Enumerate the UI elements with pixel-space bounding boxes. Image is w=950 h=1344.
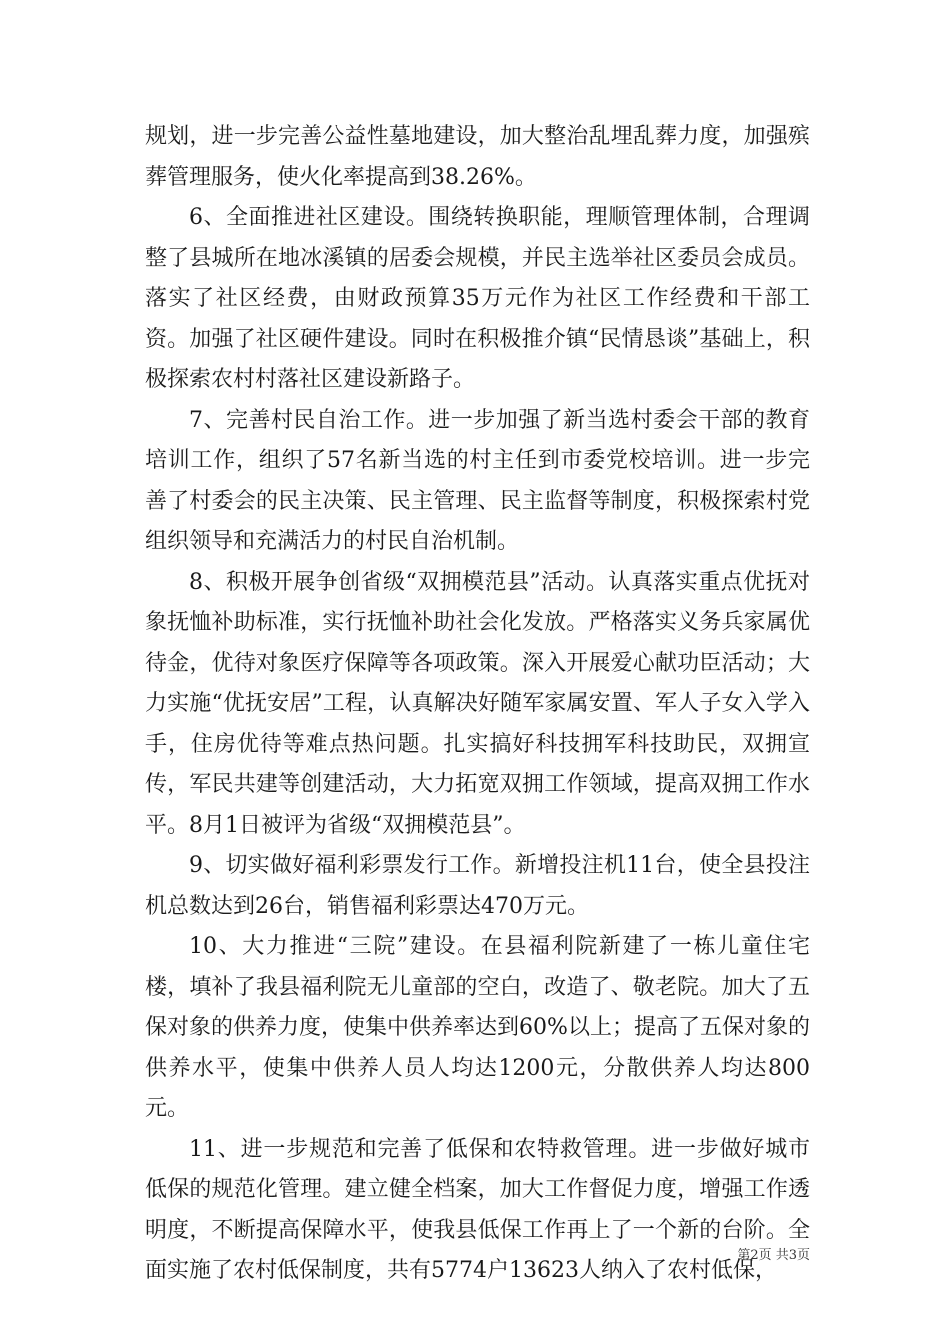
paragraph-item-7: 7、完善村民自治工作。进一步加强了新当选村委会干部的教育培训工作，组织了57名新当选的村主任到市委党校培训。进一步完善了村委会的民主决策、民主管理、民主监督等制度，积极探索村党组织领导和充满活力的村民自治机制。 (145, 407, 810, 554)
document-page (145, 117, 810, 1292)
paragraph-item-8: 8、积极开展争创省级“双拥模范县”活动。认真落实重点优抚对象抚恤补助标准，实行抚恤补助社会化发放。严格落实义务兵家属优待金，优待对象医疗保障等各项政策。深入开展爱心献功臣活动；大力实施“优抚安居”工程，认真解决好随军家属安置、军人子女入学入手，住房优待等难点热问题。扎实搞好科技拥军科技助民，双拥宣传，军民共建等创建活动，大力拓宽双拥工作领域，提高双拥工作水平。8月1日被评为省级“双拥模范县”。 (145, 569, 810, 838)
paragraph-item-6: 6、全面推进社区建设。围绕转换职能，理顺管理体制，合理调整了县城所在地冰溪镇的居委会规模，并民主选举社区委员会成员。落实了社区经费，由财政预算35万元作为社区工作经费和干部工资。加强了社区硬件建设。同时在积极推介镇“民情恳谈”基础上，积极探索农村村落社区建设新路子。 (145, 205, 810, 392)
paragraph-item-11: 11、进一步规范和完善了低保和农特救管理。进一步做好城市低保的规范化管理。建立健全档案，加大工作督促力度，增强工作透明度，不断提高保障水平，使我县低保工作再上了一个新的台阶。全面实施了农村低保制度，共有5774户13623人纳入了农村低保， (145, 1136, 810, 1283)
paragraph-item-10: 10、大力推进“三院”建设。在县福利院新建了一栋儿童住宅楼，填补了我县福利院无儿童部的空白，改造了、敬老院。加大了五保对象的供养力度，使集中供养率达到60%以上；提高了五保对象的供养水平，使集中供养人员人均达1200元，分散供养人均达800元。 (145, 934, 810, 1121)
paragraph-continuation: 规划，进一步完善公益性墓地建设，加大整治乱埋乱葬力度，加强殡葬管理服务，使火化率提高到38.26%。 (145, 124, 810, 190)
page-number-footer: 第2页 共3页 (737, 1248, 810, 1263)
paragraph-item-9: 9、切实做好福利彩票发行工作。新增投注机11台，使全县投注机总数达到26台，销售福利彩票达470万元。 (145, 853, 810, 919)
